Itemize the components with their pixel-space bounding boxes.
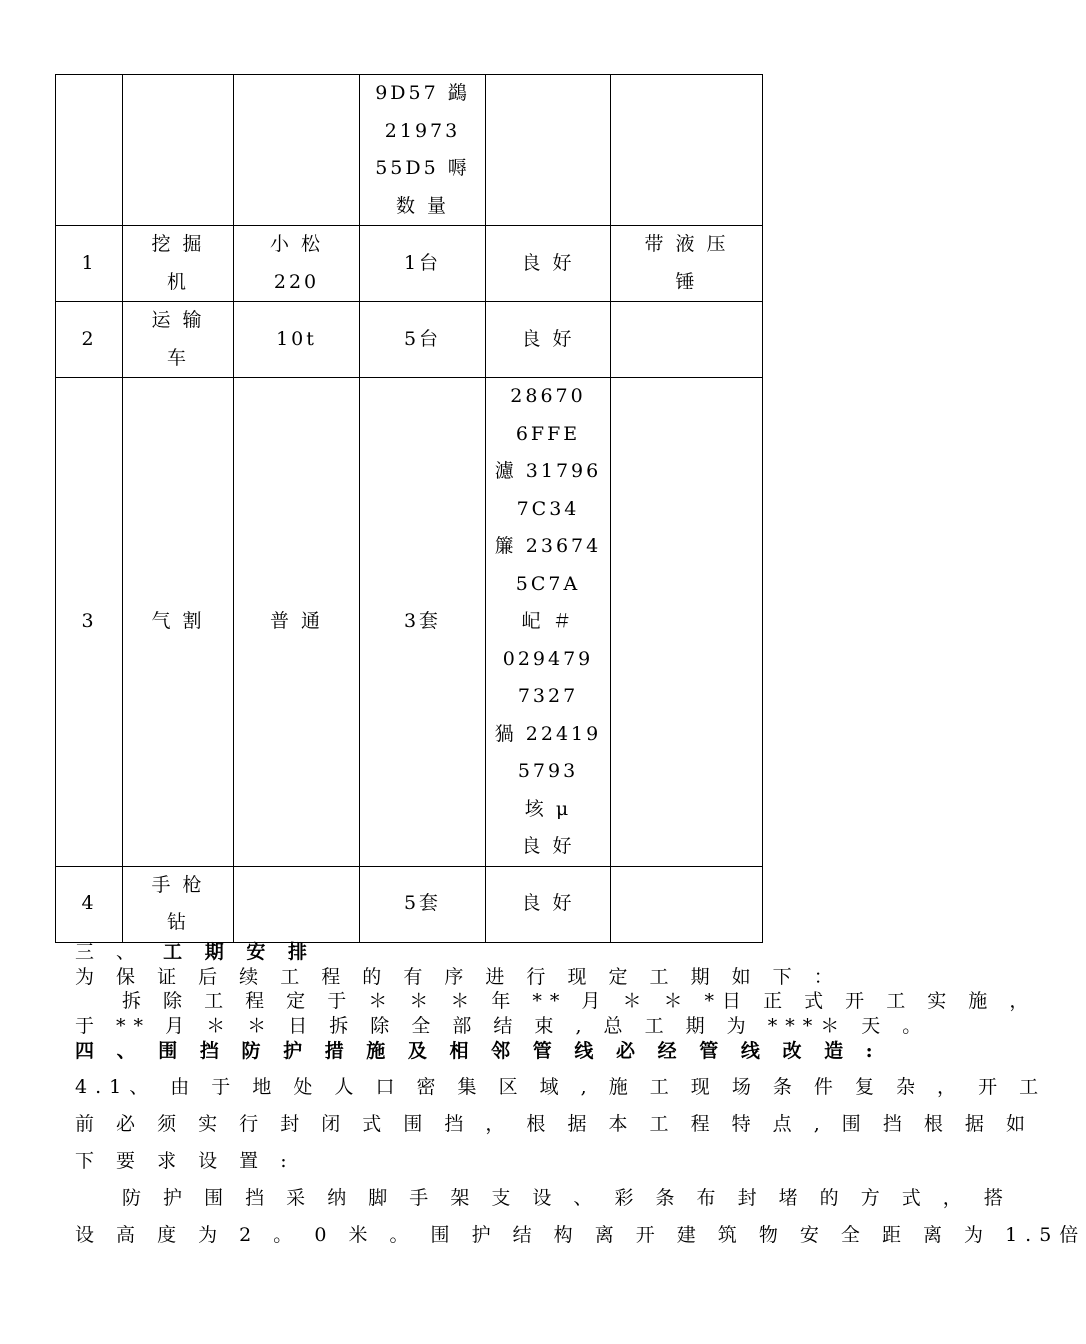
cell-status: 良 好 [486,866,611,942]
cell-line: 7327 [517,685,579,707]
cell-remark [611,378,763,867]
cell-line: 小 松 [269,233,324,255]
cell-line: 锤 [675,270,698,293]
cell-line: 21973 [384,119,461,142]
cell-remark [611,866,763,942]
cell-qty: 5套 [360,866,486,942]
cell-remark [611,226,763,302]
cell-line: 9D57 鷁 [375,82,470,104]
paragraph-line: 前 必 须 实 行 封 闭 式 围 挡 ， 根 据 本 工 程 特 点 , 围 挡 根 据 如 [75,1113,1033,1135]
cell-line: 机 [166,270,189,293]
cell-name: 气 割 [123,378,234,867]
cell-model [234,226,360,302]
paragraph-line: 设 高 度 为 2 。 0 米 。 围 护 结 构 离 开 建 筑 物 安 全 距 离 为 1.5倍 [75,1224,1086,1246]
cell-empty [56,75,123,226]
section3-heading [75,937,315,964]
cell-no: 1 [56,226,123,302]
cell-model [234,866,360,942]
paragraph-line: 于 ** 月 ＊ ＊ 日 拆 除 全 部 结 束 , 总 工 期 为 ***＊ 天 。 [75,1015,930,1037]
cell-line: 带 液 压 [644,233,729,255]
cell-qty: 3套 [360,378,486,867]
paragraph-line: 4.1、 由 于 地 处 人 口 密 集 区 域 , 施 工 现 场 条 件 复 杂 ， 开 工 [75,1076,1047,1098]
table-row [56,378,763,867]
cell-name [123,302,234,378]
table-row [56,75,763,226]
cell-empty [486,75,611,226]
cell-model: 10t [234,302,360,378]
cell-line: 28670 [510,385,586,407]
cell-name [123,866,234,942]
table-row [56,866,763,942]
cell-line: 029479 [502,647,594,670]
cell-empty [123,75,234,226]
cell-qty: 1台 [360,226,486,302]
cell-line: 运 输 [151,309,205,331]
cell-empty [234,75,360,226]
cell-line: 7C34 [516,497,580,520]
cell-remark [611,302,763,378]
cell-line: 簾 23674 [494,535,602,557]
paragraph-line: 拆 除 工 程 定 于 ＊ ＊ ＊ 年 ** 月 ＊ ＊ *日 正 式 开 工 实 施 ， [122,990,1037,1012]
cell-model: 普 通 [234,378,360,867]
section-title: 工 期 安 排 [163,941,315,963]
cell-line: 55D5 嗕 [375,157,470,179]
cell-line: 濾 31796 [494,460,602,482]
cell-line: 良 好 [521,835,575,857]
cell-no: 2 [56,302,123,378]
section-number: 三 、 [75,941,144,963]
cell-name [123,226,234,302]
section4-heading: 四 、 围 挡 防 护 措 施 及 相 邻 管 线 必 经 管 线 改 造 : [75,1040,881,1062]
table-row [56,226,763,302]
cell-no: 4 [56,866,123,942]
cell-line: 5C7A [515,572,581,595]
cell-line: 手 枪 [151,873,205,896]
cell-line: 屺 ＃ [521,610,575,632]
paragraph-line: 为 保 证 后 续 工 程 的 有 序 进 行 现 定 工 期 如 下 ： [75,966,841,988]
cell-line: 数 量 [395,194,450,217]
cell-line: 钻 [166,911,189,933]
cell-status: 良 好 [486,226,611,302]
cell-line: 猧 22419 [494,722,602,745]
table-row [56,302,763,378]
cell-header-qty [360,75,486,226]
paragraph-line: 下 要 求 设 置 : [75,1150,295,1172]
cell-line: 挖 掘 [151,233,205,255]
cell-status: 良 好 [486,302,611,378]
cell-line: 垓 μ [524,797,572,820]
equipment-table [55,74,763,943]
cell-qty: 5台 [360,302,486,378]
cell-line: 车 [166,346,189,369]
cell-status [486,378,611,867]
cell-no: 3 [56,378,123,867]
cell-line: 220 [273,270,320,293]
cell-line: 5793 [517,760,579,782]
cell-line: 6FFE [515,422,581,445]
paragraph-line: 防 护 围 挡 采 纳 脚 手 架 支 设 、 彩 条 布 封 堵 的 方 式 ， 搭 [122,1187,1011,1209]
cell-empty [611,75,763,226]
